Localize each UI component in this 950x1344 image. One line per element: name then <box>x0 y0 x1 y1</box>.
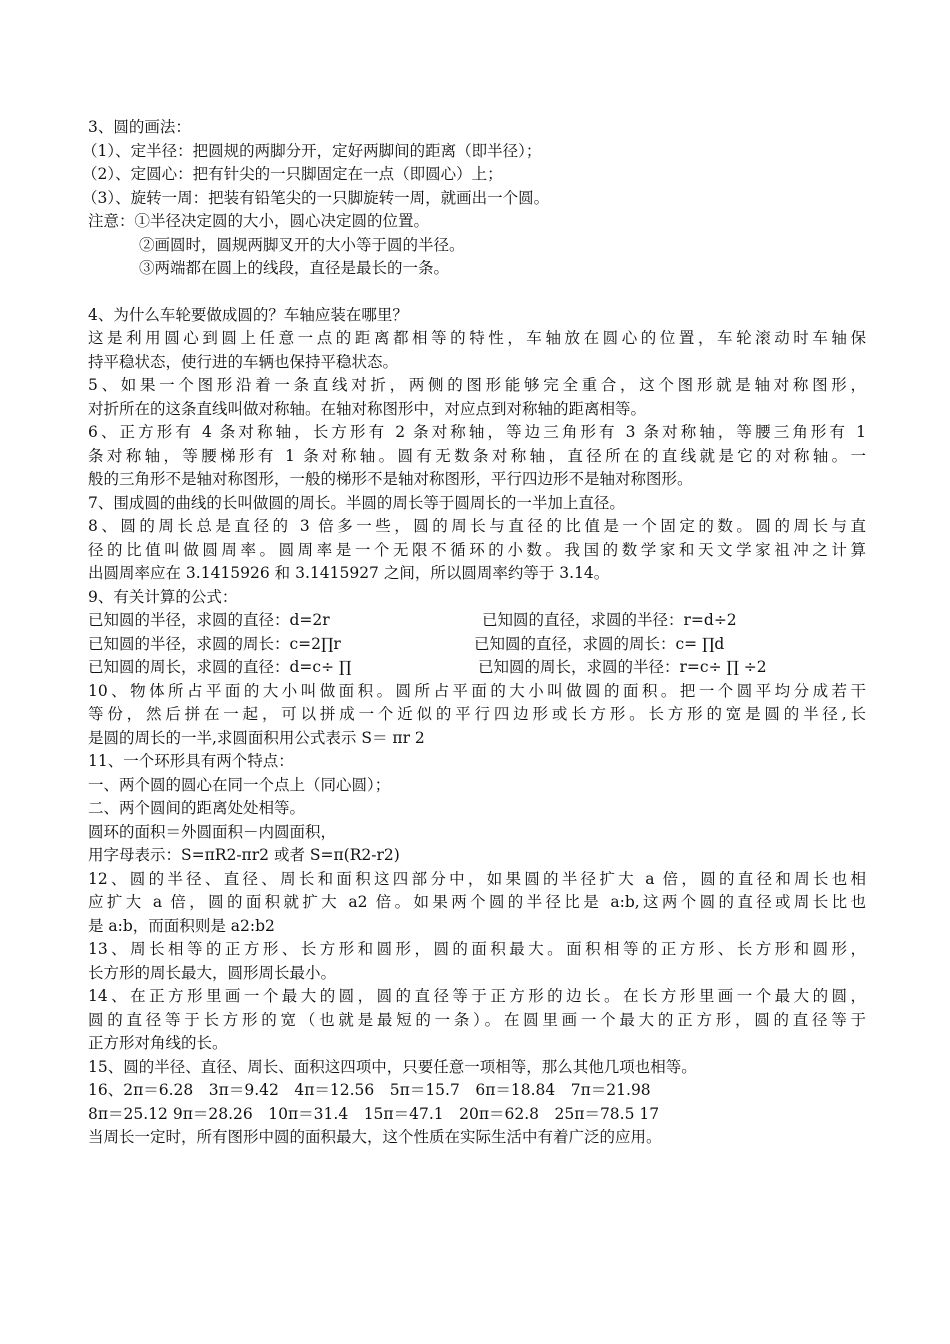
section-14-line-3: 正方形对角线的长。 <box>88 1034 228 1052</box>
section-6-line-3: 般的三角形不是轴对称图形，一般的梯形不是轴对称图形，平行四边形不是轴对称图形。 <box>88 470 693 488</box>
section-4-line-2: 持平稳状态，使行进的车辆也保持平稳状态。 <box>88 352 399 371</box>
section-5-line-2: 对折所在的这条直线叫做对称轴。在轴对称图形中，对应点到对称轴的距离相等。 <box>88 399 647 418</box>
section-6 <box>88 421 866 492</box>
section-13-line-2: 长方形的周长最大，圆形周长最小。 <box>88 963 337 982</box>
step-3: （3）、旋转一周：把装有铅笔尖的一只脚旋转一周，就画出一个圆。 <box>82 188 550 207</box>
section-16 <box>88 1079 866 1126</box>
section-12-line-3: 是 a:b，而面积则是 a2:b2 <box>88 916 275 935</box>
section-9 <box>88 586 866 680</box>
note-label: 注意： <box>88 212 135 230</box>
formula-row-3 <box>88 656 866 680</box>
section-13-line-1: 13、周长相等的正方形、长方形和圆形，圆的面积最大。面积相等的正方形、长方形和圆形， <box>88 940 866 958</box>
section-9-title: 9、有关计算的公式： <box>88 587 238 606</box>
section-14 <box>88 985 866 1056</box>
section-11-line-4: 圆环的面积＝外圆面积－内圆面积， <box>88 822 337 841</box>
section-6-line-1: 6、正方形有 4 条对称轴，长方形有 2 条对称轴，等边三角形有 3 条对称轴，等腰三角形有 1 <box>88 423 866 441</box>
section-14-line-2: 圆的直径等于长方形的宽（也就是最短的一条）。在圆里画一个最大的正方形，圆的直径等于 <box>88 1010 866 1029</box>
note-text-1: ①半径决定圆的大小，圆心决定圆的位置。 <box>134 212 430 230</box>
formula-right-1: 已知圆的直径，求圆的半径：r=d÷2 <box>482 611 737 629</box>
section-10-line-1: 10、物体所占平面的大小叫做面积。圆所占平面的大小叫做圆的面积。把一个圆平均分成若干 <box>88 681 866 700</box>
section-8 <box>88 515 866 586</box>
section-5-line-1: 5、如果一个图形沿着一条直线对折，两侧的图形能够完全重合，这个图形就是轴对称图形， <box>88 376 866 394</box>
section-12-line-1: 12、圆的半径、直径、周长和面积这四部分中，如果圆的半径扩大 a 倍，圆的直径和周长也相 <box>88 869 866 888</box>
section-8-line-1: 8、圆的周长总是直径的 3 倍多一些，圆的周长与直径的比值是一个固定的数。圆的周长与直 <box>88 517 866 535</box>
step-1: （1）、定半径：把圆规的两脚分开，定好两脚间的距离（即半径）； <box>82 141 542 160</box>
section-10-line-2: 等份，然后拼在一起，可以拼成一个近似的平行四边形或长方形。长方形的宽是圆的半径,长 <box>88 705 866 723</box>
formula-left-1: 已知圆的半径，求圆的直径：d=2r <box>88 611 330 629</box>
formula-row-1 <box>88 609 866 633</box>
note-3: ③两端都在圆上的线段，直径是最长的一条。 <box>139 259 450 277</box>
section-11-line-3: 二、两个圆间的距离处处相等。 <box>88 799 306 817</box>
section-4 <box>88 304 866 375</box>
section-8-line-3: 出圆周率应在 3.1415926 和 3.1415927 之间，所以圆周率约等于 3.14。 <box>88 564 610 582</box>
section-3-title: 3、圆的画法： <box>88 118 191 136</box>
section-11 <box>88 750 866 868</box>
note-2: ②画圆时，圆规两脚叉开的大小等于圆的半径。 <box>139 235 465 254</box>
section-10-line-3: 是圆的周长的一半,求圆面积用公式表示 S＝ πr 2 <box>88 728 425 747</box>
section-4-line-1: 这是利用圆心到圆上任意一点的距离都相等的特性，车轴放在圆心的位置，车轮滚动时车轴保 <box>88 329 866 347</box>
closing-sentence: 当周长一定时，所有图形中圆的面积最大，这个性质在实际生活中有着广泛的应用。 <box>88 1128 662 1146</box>
section-14-line-1: 14、在正方形里画一个最大的圆，圆的直径等于正方形的边长。在长方形里画一个最大的圆， <box>88 987 866 1005</box>
document-page <box>82 116 866 1150</box>
section-7: 7、围成圆的曲线的长叫做圆的周长。半圆的周长等于圆周长的一半加上直径。 <box>88 493 625 512</box>
formula-left-2: 已知圆的半径，求圆的周长：c=2∏r <box>88 634 341 653</box>
section-10 <box>88 680 866 751</box>
section-16-line-2: 8π＝25.12 9π＝28.26 10π＝31.4 15π＝47.1 20π＝62.8 25π＝78.5 17 <box>88 1104 660 1123</box>
section-5 <box>88 374 866 421</box>
formula-right-3: 已知圆的周长，求圆的半径：r=c÷ ∏ ÷2 <box>478 658 767 676</box>
formula-left-3: 已知圆的周长，求圆的直径：d=c÷ ∏ <box>88 658 352 676</box>
section-11-line-2: 一、两个圆的圆心在同一个点上（同心圆）； <box>88 775 391 794</box>
note-1 <box>88 210 866 234</box>
section-11-line-1: 11、一个环形具有两个特点： <box>88 752 294 770</box>
section-6-line-2: 条对称轴，等腰梯形有 1 条对称轴。圆有无数条对称轴，直径所在的直线就是它的对称轴。一 <box>88 446 866 465</box>
formula-right-2: 已知圆的直径，求圆的周长：c= ∏d <box>474 634 725 653</box>
formula-row-2 <box>88 633 866 657</box>
section-16-line-1: 16、2π＝6.28 3π＝9.42 4π＝12.56 5π＝15.7 6π＝18.84 7π＝21.98 <box>88 1081 651 1099</box>
section-8-line-2: 径的比值叫做圆周率。圆周率是一个无限不循环的小数。我国的数学家和天文学家祖冲之计算 <box>88 540 866 559</box>
section-12-line-2: 应扩大 a 倍，圆的面积就扩大 a2 倍。如果两个圆的半径比是 a:b,这两个圆的直径或周长比也 <box>88 893 866 911</box>
section-3 <box>82 116 866 281</box>
section-15: 15、圆的半径、直径、周长、面积这四项中，只要任意一项相等，那么其他几项也相等。 <box>88 1057 697 1076</box>
section-4-title: 4、为什么车轮要做成圆的？车轴应装在哪里？ <box>88 305 408 324</box>
section-11-line-5: 用字母表示：S=πR2-πr2 或者 S=π(R2-r2) <box>88 846 400 864</box>
section-13 <box>88 938 866 985</box>
step-2: （2）、定圆心：把有针尖的一只脚固定在一点（即圆心）上； <box>82 165 503 183</box>
section-12 <box>88 868 866 939</box>
